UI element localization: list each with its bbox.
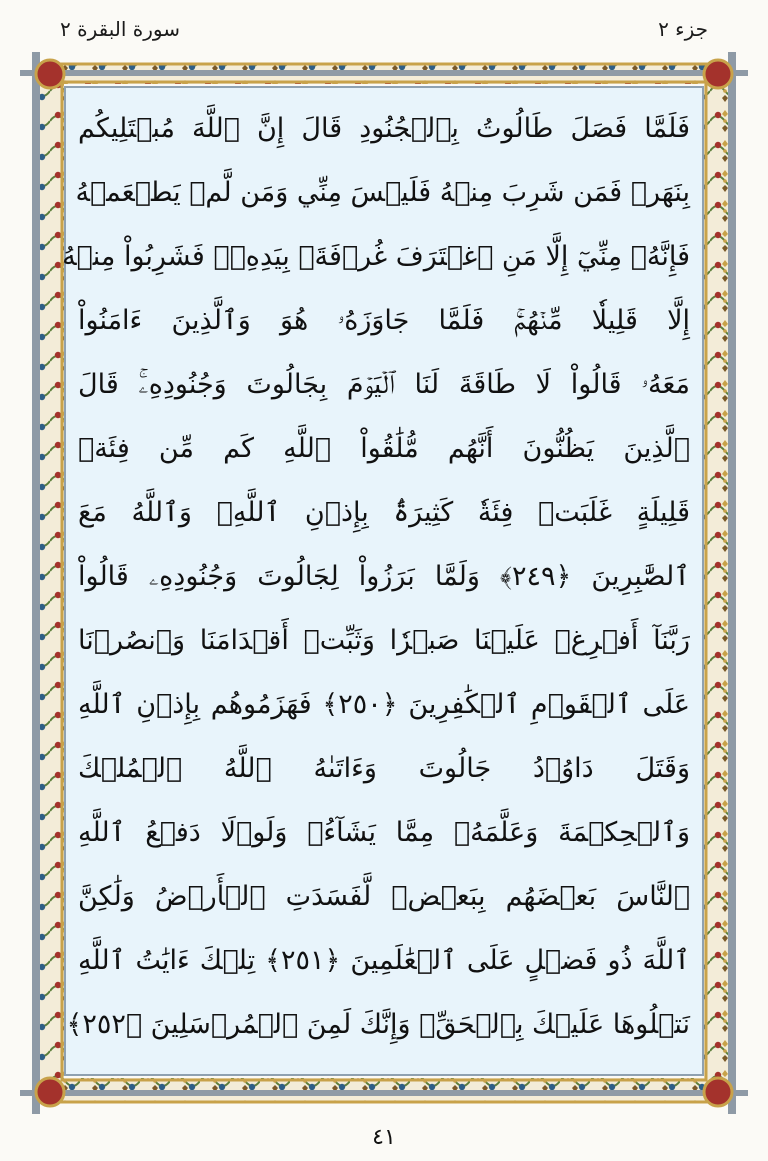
text-line-3: فَإِنَّهُۥ مِنِّيٓ إِلَّا مَنِ ٱغۡتَرَفَ غُرۡفَةَۢ بِيَدِهِۦۚ فَشَرِبُواْ مِنۡهُ: [62, 241, 690, 272]
text-line-5: مَعَهُۥ قَالُواْ لَا طَاقَةَ لَنَا ٱلۡيَوۡمَ بِجَالُوتَ وَجُنُودِهِۦۚ قَالَ: [78, 369, 690, 400]
text-line-15: نَتۡلُوهَا عَلَيۡكَ بِٱلۡحَقِّۚ وَإِنَّكَ لَمِنَ ٱلۡمُرۡسَلِينَ ﴿٢٥٢﴾: [66, 1009, 690, 1040]
text-line-1: فَلَمَّا فَصَلَ طَالُوتُ بِٱلۡجُنُودِ قَالَ إِنَّ ٱللَّهَ مُبۡتَلِيكُم: [78, 113, 690, 144]
text-line-4: إِلَّا قَلِيلٗا مِّنۡهُمۡۚ فَلَمَّا جَاوَزَهُۥ هُوَ وَٱلَّذِينَ ءَامَنُواْ: [78, 305, 690, 336]
surah-name: سورة البقرة ٢: [60, 17, 181, 41]
text-line-12: وَٱلۡحِكۡمَةَ وَعَلَّمَهُۥ مِمَّا يَشَآءُۗ وَلَوۡلَا دَفۡعُ ٱللَّهِ: [78, 817, 690, 848]
text-line-11: وَقَتَلَ دَاوُۥدُ جَالُوتَ وَءَاتَىٰهُ ٱللَّهُ ٱلۡمُلۡكَ: [78, 753, 690, 784]
juz-label: جزء ٢: [658, 17, 708, 41]
verse-text-block: [62, 94, 702, 1072]
text-line-13: ٱلنَّاسَ بَعۡضَهُم بِبَعۡضٖ لَّفَسَدَتِ ٱلۡأَرۡضُ وَلَٰكِنَّ: [78, 881, 690, 912]
text-line-6: ٱلَّذِينَ يَظُنُّونَ أَنَّهُم مُّلَٰقُواْ ٱللَّهِ كَم مِّن فِئَةٖ: [78, 433, 690, 464]
page-header: [60, 14, 708, 44]
text-line-9: رَبَّنَآ أَفۡرِغۡ عَلَيۡنَا صَبۡرٗا وَثَبِّتۡ أَقۡدَامَنَا وَٱنصُرۡنَا: [78, 625, 690, 656]
page-number: ٤١: [372, 1125, 396, 1150]
text-line-10: عَلَى ٱلۡقَوۡمِ ٱلۡكَٰفِرِينَ ﴿٢٥٠﴾ فَهَزَمُوهُم بِإِذۡنِ ٱللَّهِ: [78, 689, 690, 720]
text-line-2: بِنَهَرٖ فَمَن شَرِبَ مِنۡهُ فَلَيۡسَ مِنِّي وَمَن لَّمۡ يَطۡعَمۡهُ: [75, 177, 690, 208]
text-line-14: ٱللَّهَ ذُو فَضۡلٍ عَلَى ٱلۡعَٰلَمِينَ ﴿٢٥١﴾ تِلۡكَ ءَايَٰتُ ٱللَّهِ: [78, 945, 690, 976]
text-line-8: ٱلصَّٰبِرِينَ ﴿٢٤٩﴾ وَلَمَّا بَرَزُواْ لِجَالُوتَ وَجُنُودِهِۦ قَالُواْ: [78, 561, 690, 592]
text-line-7: قَلِيلَةٍ غَلَبَتۡ فِئَةٗ كَثِيرَةَۢ بِإِذۡنِ ٱللَّهِۗ وَٱللَّهُ مَعَ: [78, 497, 690, 528]
